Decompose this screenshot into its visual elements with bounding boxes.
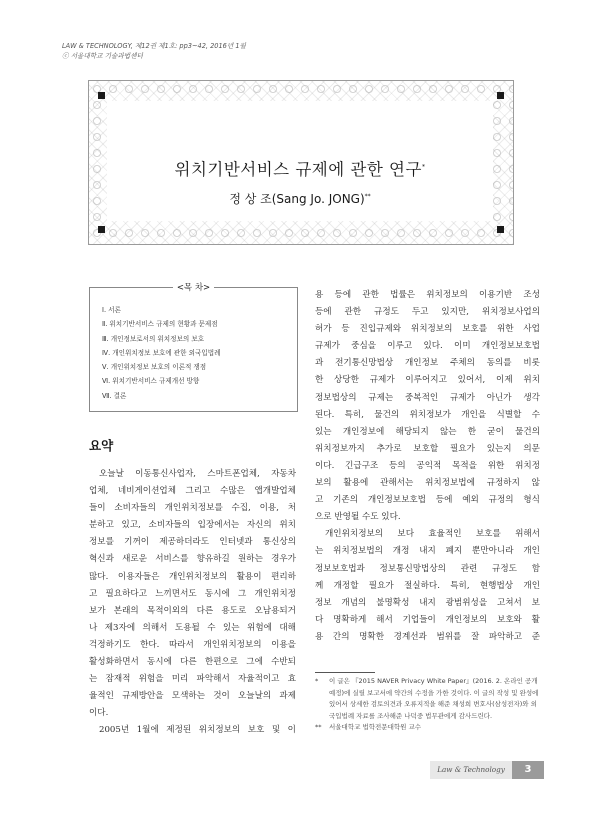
text-line: 고 기존의 개인정보보호법 등에 예외 규정의 형식	[315, 495, 540, 506]
paper-title	[107, 156, 493, 180]
toc-item: Ⅳ. 개인위치정보 보호에 관한 외국입법례	[102, 348, 221, 357]
toc-item: Ⅰ. 서론	[102, 306, 121, 314]
text-line: 정보를 기꺼이 제공하더라도 인터넷과 통신상의	[89, 537, 296, 548]
running-header	[62, 41, 246, 61]
title-footnote-mark: *	[421, 163, 426, 171]
corner-mark-icon	[98, 92, 105, 99]
text-line: 는 위치정보법의 개정 내지 폐지 뿐만아니라 개인	[315, 546, 540, 557]
text-line: 분하고 있고, 소비자들의 입장에서는 자신의 위치	[89, 520, 296, 531]
text-line: 업체, 네비게이션업체 그리고 수많은 앱개발업체	[89, 486, 296, 497]
text-line: 걱정하기도 한다. 따라서 개인위치정보의 이용을	[89, 639, 296, 650]
text-line: 보의 활용에 관해서는 위치정보법에 규정하지 않	[315, 478, 540, 489]
abstract-heading: 요약	[89, 438, 114, 453]
page-number: 3	[512, 761, 544, 779]
text-line: 으로 반영될 수도 있다.	[315, 512, 401, 523]
corner-mark-icon	[497, 226, 504, 233]
text-line: 들이 소비자들의 개인위치정보를 수집, 이용, 처	[89, 503, 296, 514]
journal-citation: LAW & TECHNOLOGY, 제12권 제1호: pp3~42, 2016년 1월	[62, 42, 246, 50]
footnote-mark: *	[315, 677, 319, 685]
footnote-mark: **	[315, 723, 322, 731]
text-line: 한 상당한 규제가 이루어지고 있어서, 이제 위치	[315, 375, 540, 386]
text-line: 등에 관한 규정도 두고 있지만, 위치정보사업의	[315, 307, 540, 318]
footnote-divider	[315, 672, 375, 673]
copyright-line: ⓒ 서울대학교 기술과법센터	[62, 52, 143, 60]
text-line: 된다. 특히, 물건의 위치정보가 개인을 식별할 수	[315, 409, 540, 420]
footnote-text: 이 글은 『2015 NAVER Privacy White Paper』(2016. 2. 온라인 공개 예정)에 실릴 보고서에 약간의 수정을 가한 것이다. 이 글의 작성 및 완성에 있어서 상세한 검토의견과 오류지적을 해준 채성희 변호사(삼성전자)와 외국입법례 자료를 조사해준 나덕중 법무관에게 감사드린다.	[329, 677, 539, 720]
text-line: 개인위치정보의 보다 효율적인 보호를 위해서	[325, 529, 540, 540]
toc-item: Ⅴ. 개인위치정보 보호의 이론적 쟁점	[102, 363, 207, 372]
toc-item: Ⅱ. 위치기반서비스 규제의 현황과 문제점	[102, 320, 218, 329]
text-line: 오늘날 이동통신사업자, 스마트폰업체, 자동차	[99, 469, 296, 479]
toc-title: <목 차>	[173, 283, 214, 293]
text-line: 활성화하면서 동시에 다른 한편으로 그에 수반되	[89, 657, 296, 668]
right-column	[315, 287, 540, 646]
text-line: 정보법상의 규제는 중복적인 규제가 아닌가 생각	[315, 392, 540, 403]
left-column	[89, 466, 296, 740]
text-line: 용 간의 명확한 경계선과 범위를 잘 파악하고 준	[315, 631, 540, 642]
text-line: 규제가 중심을 이루고 있다. 이미 개인정보보호법	[315, 341, 540, 352]
table-of-contents	[89, 283, 298, 412]
text-line: 2005년 1월에 제정된 위치정보의 보호 및 이	[99, 725, 296, 736]
page-footer-badge	[430, 761, 544, 779]
toc-item: Ⅶ. 결론	[102, 391, 127, 400]
text-line: 율적인 규제방안을 모색하는 것이 오늘날의 과제	[89, 691, 296, 702]
text-line: 께 개정할 필요가 절실하다. 특히, 현행법상 개인	[315, 580, 540, 591]
footnote	[315, 676, 540, 722]
text-line: 이다.	[89, 708, 109, 719]
text-line: 용 등에 관한 법률은 위치정보의 이용기반 조성	[315, 290, 540, 300]
text-line: 허가 등 진입규제와 위치정보의 보호를 위한 사업	[315, 324, 540, 335]
title-box	[88, 80, 514, 245]
footnotes	[315, 676, 540, 734]
text-line: 혁신과 새로운 서비스를 향유하길 원하는 경우가	[89, 554, 296, 565]
footnote	[315, 722, 540, 734]
text-line: 고 필요하다고 느끼면서도 동시에 그 개인위치정	[89, 588, 296, 599]
text-line: 있는 개인정보에 해당되지 않는 한 굳이 물건의	[315, 426, 540, 437]
author-footnote-mark: **	[364, 193, 371, 200]
paper-title-text: 위치기반서비스 규제에 관한 연구	[174, 160, 422, 179]
text-line: 다 명확하게 해서 기업들이 개인정보의 보호와 활	[315, 614, 540, 625]
text-line: 는 잠재적 위험을 미리 파악해서 자율적이고 효	[89, 674, 296, 685]
toc-item: Ⅵ. 위치기반서비스 규제개선 방향	[102, 377, 200, 386]
text-line: 위치정보까지 추가로 보호할 필요가 있는지 의문	[315, 443, 540, 454]
text-line: 정보 개념의 불명확성 내지 광범위성을 고쳐서 보	[315, 597, 540, 608]
text-line: 과 전기통신망법상 개인정보 주체의 동의를 비롯	[315, 358, 540, 369]
text-line: 많다. 이용자들은 개인위치정보의 활용이 편리하	[89, 571, 296, 582]
toc-item: Ⅲ. 개인정보로서의 위치정보의 보호	[102, 334, 205, 343]
text-line: 나 제3자에 의해서 도용될 수 있는 위험에 대해	[89, 622, 296, 633]
author-name: 정 상 조(Sang Jo. JONG)	[229, 192, 365, 206]
journal-label: Law & Technology	[430, 761, 512, 779]
text-line: 정보보호법과 정보통신망법상의 관련 규정도 함	[315, 563, 540, 574]
corner-mark-icon	[497, 92, 504, 99]
footnote-text: 서울대학교 법학전문대학원 교수	[329, 723, 422, 731]
corner-mark-icon	[98, 226, 105, 233]
toc-list	[102, 303, 220, 403]
author-line	[0, 190, 600, 207]
text-line: 이다. 긴급구조 등의 공익적 목적을 위한 위치정	[315, 460, 540, 471]
text-line: 보가 본래의 목적이외의 다른 용도로 오남용되거	[89, 605, 296, 616]
